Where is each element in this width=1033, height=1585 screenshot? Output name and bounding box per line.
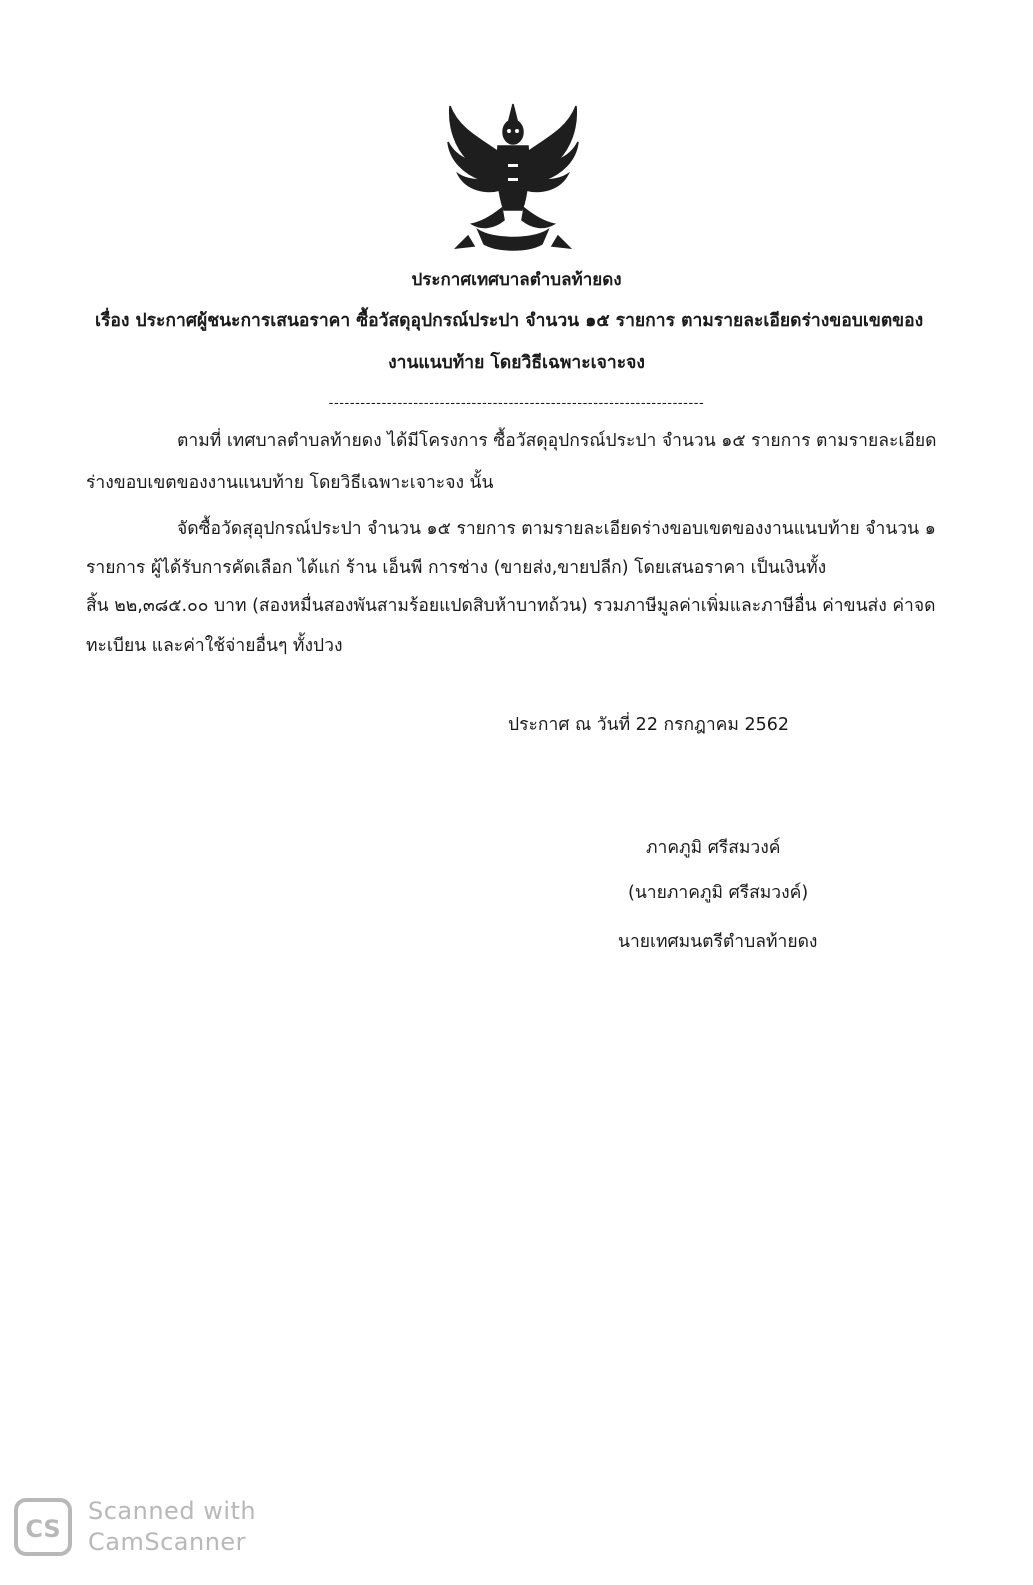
watermark-line-1: Scanned with bbox=[88, 1497, 257, 1525]
subject-line-2: งานแนบท้าย โดยวิธีเฉพาะเจาะจง bbox=[388, 353, 645, 373]
announcement-title: ประกาศเทศบาลตำบลท้ายดง bbox=[411, 270, 622, 290]
paragraph-2-line-2: รายการ ผู้ได้รับการคัดเลือก ได้แก่ ร้าน เอ็นพี การช่าง (ขายส่ง,ขายปลีก) โดยเสนอราคา เป็นเงินทั้ง bbox=[86, 558, 827, 578]
paragraph-2-line-4: ทะเบียน และค่าใช้จ่ายอื่นๆ ทั้งปวง bbox=[86, 636, 343, 656]
camscanner-logo-icon bbox=[14, 1498, 72, 1556]
paragraph-2-line-1: จัดซื้อวัดสุอุปกรณ์ประปา จำนวน ๑๕ รายการ ตามรายละเอียดร่างขอบเขตของงานแนบท้าย จำนวน ๑ bbox=[177, 519, 936, 539]
announcement-date: ประกาศ ณ วันที่ 22 กรกฎาคม 2562 bbox=[508, 715, 790, 735]
watermark-line-2: CamScanner bbox=[88, 1528, 247, 1556]
signature-printed-name: (นายภาคภูมิ ศรีสมวงค์) bbox=[628, 883, 809, 903]
subject-line-1: เรื่อง ประกาศผู้ชนะการเสนอราคา ซื้อวัสดุอุปกรณ์ประปา จำนวน ๑๕ รายการ ตามรายละเอียดร่างขอบเขตของ bbox=[95, 311, 924, 331]
paragraph-2-line-3: สิ้น ๒๒,๓๘๕.๐๐ บาท (สองหมื่นสองพันสามร้อยแปดสิบห้าบาทถ้วน) รวมภาษีมูลค่าเพิ่มและภาษีอื่น ค่าขนส่ง ค่าจด bbox=[86, 596, 936, 616]
paragraph-1-line-1: ตามที่ เทศบาลตำบลท้ายดง ได้มีโครงการ ซื้อวัสดุอุปกรณ์ประปา จำนวน ๑๕ รายการ ตามรายละเอียด bbox=[177, 431, 937, 451]
divider-line: ----------------------------------------------------------------------- bbox=[328, 396, 705, 411]
signature-position: นายเทศมนตรีตำบลท้ายดง bbox=[618, 932, 818, 952]
garuda-emblem bbox=[438, 98, 588, 258]
paragraph-1-line-2: ร่างขอบเขตของงานแนบท้าย โดยวิธีเฉพาะเจาะจง นั้น bbox=[86, 473, 494, 493]
signature-name: ภาคภูมิ ศรีสมวงค์ bbox=[646, 838, 781, 858]
camscanner-logo-text: CS bbox=[25, 1515, 61, 1543]
